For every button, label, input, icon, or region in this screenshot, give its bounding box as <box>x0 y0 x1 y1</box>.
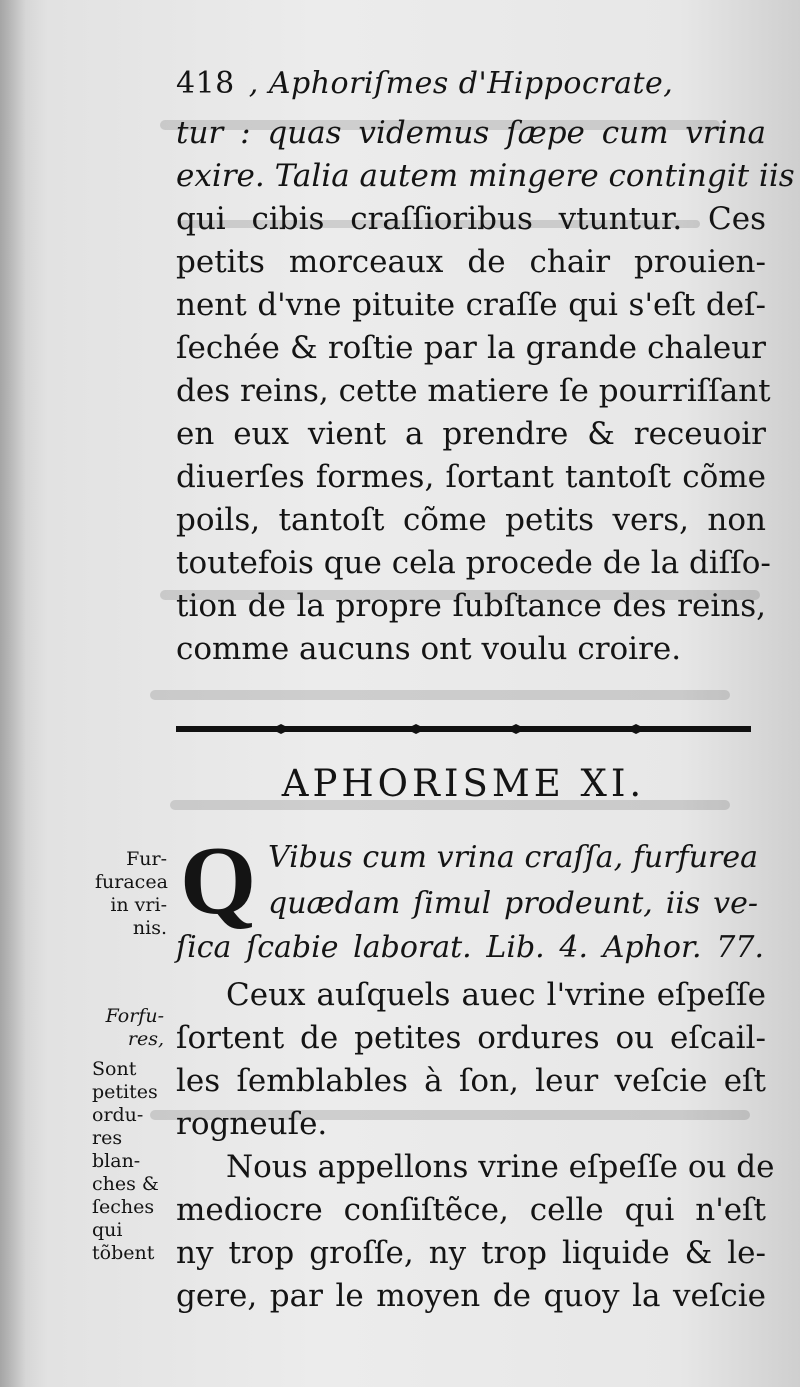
text-line: petits morceaux de chair prouien- <box>176 244 766 280</box>
margin-note-line: qui <box>92 1219 123 1241</box>
drop-cap: Q <box>180 827 257 935</box>
latin-line-1: Vibus cum vrina craſſa, furfurea <box>268 840 758 875</box>
text-line: nent d'vne pituite craſſe qui s'eſt deſ- <box>176 287 766 323</box>
margin-note-line: ches & <box>92 1173 159 1195</box>
latin-line-3: ſica ſcabie laborat. Lib. 4. Aphor. 77. <box>176 930 764 965</box>
margin-note-furfuracea <box>95 848 167 940</box>
text-line: tion de la propre ſubſtance des reins, <box>176 588 766 624</box>
text-line: toutefois que cela procede de la diſſo- <box>176 545 771 581</box>
ornamental-rule <box>176 722 751 736</box>
text-line: rogneuſe. <box>176 1106 328 1142</box>
margin-note-line: blan- <box>92 1150 141 1172</box>
text-line: les ſemblables à ſon, leur veſcie eſt <box>176 1063 766 1099</box>
text-line: tur : quas videmus ſæpe cum vrina <box>176 115 766 151</box>
running-head <box>176 66 736 110</box>
margin-note-line: Fur- <box>126 848 167 870</box>
margin-note-line: petites <box>92 1081 158 1103</box>
latin-line-2: quædam ſimul prodeunt, iis ve- <box>268 886 758 921</box>
margin-note-line: res, <box>127 1028 164 1050</box>
margin-note-line: tõbent <box>92 1242 155 1264</box>
text-line: gere, par le moyen de quoy la veſcie <box>176 1278 766 1314</box>
text-line: des reins, cette matiere ſe pourriſſant <box>176 373 771 409</box>
margin-note-line: res <box>92 1127 123 1149</box>
spine-shadow <box>0 0 26 1387</box>
margin-note-line: in vri- <box>110 894 167 916</box>
upper-text-block <box>176 112 795 671</box>
french-text-block <box>176 974 775 1318</box>
aphorism-heading: APHORISME XI. <box>281 762 646 805</box>
text-line: poils, tantoſt cõme petits vers, non <box>176 502 766 538</box>
margin-note-line: furacea <box>95 871 168 893</box>
margin-note-sont-petites <box>92 1058 167 1265</box>
text-line: mediocre conſiſtẽce, celle qui n'eſt <box>176 1192 766 1228</box>
text-line: Nous appellons vrine eſpeſſe ou de <box>226 1149 775 1185</box>
text-line: ny trop groſſe, ny trop liquide & le- <box>176 1235 766 1271</box>
margin-note-forfures <box>92 1005 164 1051</box>
text-line: en eux vient a prendre & receuoir <box>176 416 766 452</box>
text-line: exire. Talia autem mingere contingit iis <box>176 158 795 194</box>
margin-note-line: Forfu- <box>105 1005 164 1027</box>
text-line: qui cibis craſſioribus vtuntur. Ces <box>176 201 766 237</box>
margin-note-line: ordu- <box>92 1104 144 1126</box>
text-line: comme aucuns ont voulu croire. <box>176 631 682 667</box>
page-number: 418 <box>176 66 235 101</box>
text-line: ſechée & roſtie par la grande chaleur <box>176 330 766 366</box>
margin-note-line: Sont <box>92 1058 137 1080</box>
margin-note-line: nis. <box>132 917 167 939</box>
running-title: , Aphoriſmes d'Hippocrate, <box>248 66 674 101</box>
text-line: Ceux auſquels auec l'vrine eſpeſſe <box>226 977 766 1013</box>
text-line: ſortent de petites ordures ou eſcail- <box>176 1020 766 1056</box>
text-line: diuerſes formes, ſortant tantoſt cõme <box>176 459 766 495</box>
margin-note-line: ſeches <box>92 1196 155 1218</box>
